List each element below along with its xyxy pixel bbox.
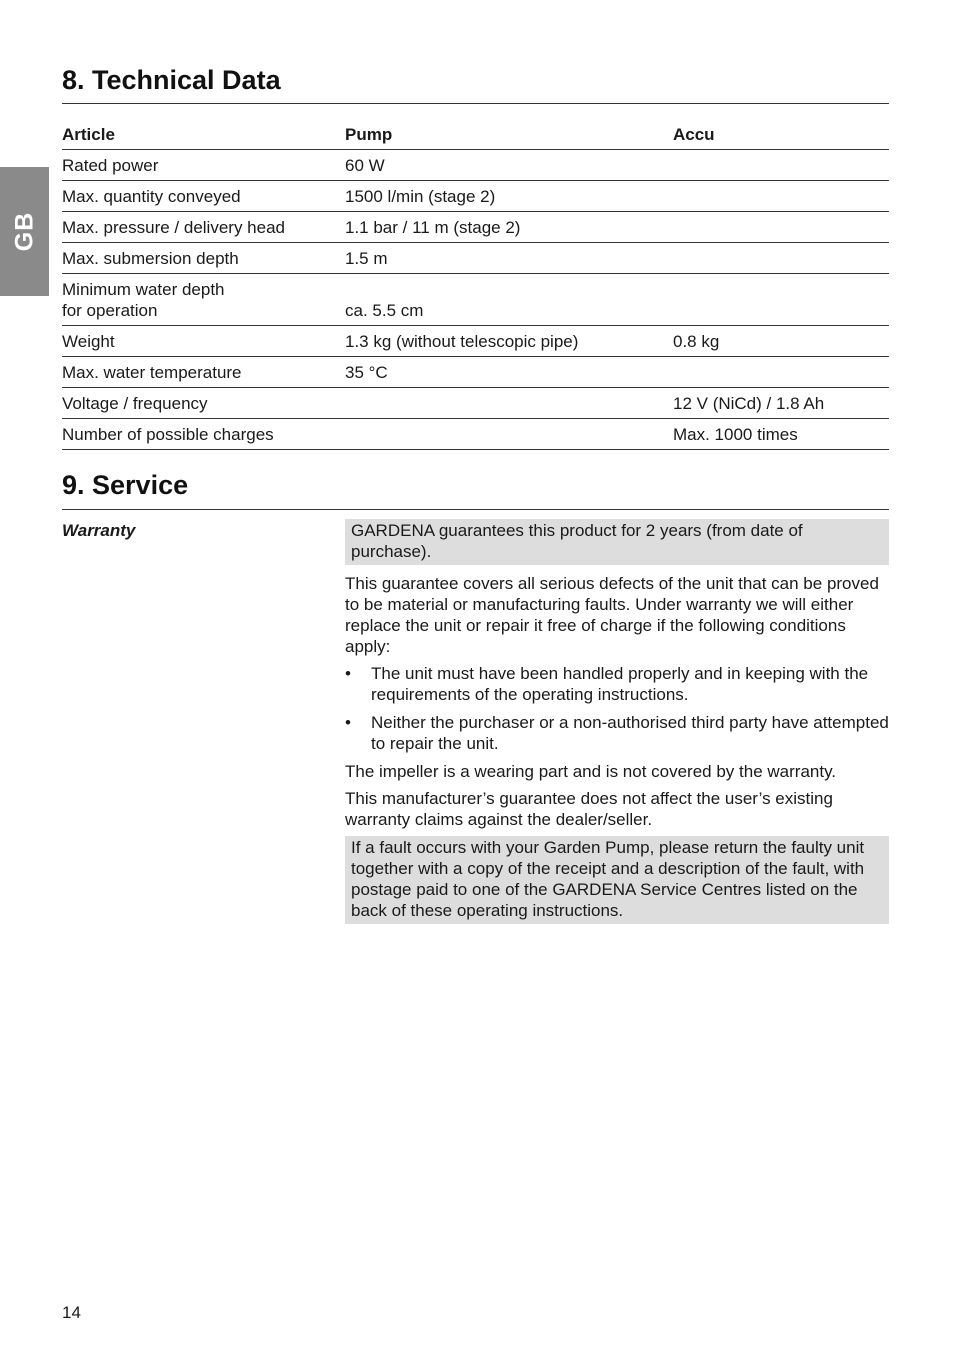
accu-cell: 12 V (NiCd) / 1.8 Ah	[673, 388, 889, 419]
table-row	[62, 181, 889, 212]
accu-cell	[673, 357, 889, 388]
pump-cell: 1500 l/min (stage 2)	[345, 181, 673, 212]
pump-cell: 60 W	[345, 150, 673, 181]
article-cell: Max. pressure / delivery head	[62, 212, 345, 243]
technical-data-divider	[62, 103, 889, 104]
table-row	[62, 326, 889, 357]
table-row	[62, 388, 889, 419]
bullet-icon: •	[345, 664, 351, 683]
table-row	[62, 357, 889, 388]
service-divider	[62, 509, 889, 510]
article-cell: Rated power	[62, 150, 345, 181]
article-cell: Max. submersion depth	[62, 243, 345, 274]
accu-cell: 0.8 kg	[673, 326, 889, 357]
warranty-text	[345, 519, 889, 932]
article-cell: Max. quantity conveyed	[62, 181, 345, 212]
warranty-label: Warranty	[62, 521, 136, 540]
accu-cell	[673, 243, 889, 274]
list-item-text: Neither the purchaser or a non-authorised third party have attempted to repair the unit.	[371, 713, 889, 753]
accu-cell	[673, 150, 889, 181]
pump-cell: 1.3 kg (without telescopic pipe)	[345, 326, 673, 357]
column-header-pump: Pump	[345, 120, 673, 150]
pump-cell: ca. 5.5 cm	[345, 274, 673, 326]
pump-cell: 1.5 m	[345, 243, 673, 274]
table-header-row	[62, 120, 889, 150]
language-tab-label: GB	[10, 211, 38, 252]
accu-cell	[673, 274, 889, 326]
accu-cell	[673, 181, 889, 212]
fault-return-note: If a fault occurs with your Garden Pump, please return the faulty unit together with a copy of the receipt and a description of the fault, with postage paid to one of the GARDENA Service Centres listed on the back of these operating instructions.	[345, 836, 889, 924]
accu-cell: Max. 1000 times	[673, 419, 889, 450]
table-row	[62, 150, 889, 181]
article-cell-line: for operation	[62, 301, 158, 320]
technical-data-heading: 8. Technical Data	[62, 65, 281, 95]
technical-data-table	[62, 120, 889, 450]
language-tab	[0, 167, 49, 296]
column-header-article: Article	[62, 120, 345, 150]
article-cell	[62, 274, 345, 326]
list-item	[345, 712, 889, 754]
impeller-note: The impeller is a wearing part and is not covered by the warranty.	[345, 762, 837, 781]
table-row	[62, 274, 889, 326]
service-heading: 9. Service	[62, 470, 189, 500]
accu-cell	[673, 212, 889, 243]
pump-cell: 1.1 bar / 11 m (stage 2)	[345, 212, 673, 243]
existing-claims-note: This manufacturer’s guarantee does not affect the user’s existing warranty claims against the dealer/seller.	[345, 789, 833, 829]
list-item-text: The unit must have been handled properly and in keeping with the requirements of the operating instructions.	[371, 664, 869, 704]
article-cell-line: Minimum water depth	[62, 280, 225, 299]
pump-cell	[345, 388, 673, 419]
page-number: 14	[62, 1303, 81, 1322]
warranty-coverage-text: This guarantee covers all serious defects of the unit that can be proved to be material or manufacturing faults. Under warranty we will either replace the unit or repair it free of charge if the following conditions apply:	[345, 574, 879, 656]
bullet-icon: •	[345, 713, 351, 732]
table-row	[62, 212, 889, 243]
table-row	[62, 419, 889, 450]
article-cell: Weight	[62, 326, 345, 357]
article-cell: Voltage / frequency	[62, 388, 345, 419]
article-cell: Number of possible charges	[62, 419, 345, 450]
table-row	[62, 243, 889, 274]
warranty-period-note: GARDENA guarantees this product for 2 years (from date of purchase).	[345, 519, 889, 565]
column-header-accu: Accu	[673, 120, 889, 150]
article-cell: Max. water temperature	[62, 357, 345, 388]
pump-cell: 35 °C	[345, 357, 673, 388]
pump-cell	[345, 419, 673, 450]
list-item	[345, 663, 889, 705]
